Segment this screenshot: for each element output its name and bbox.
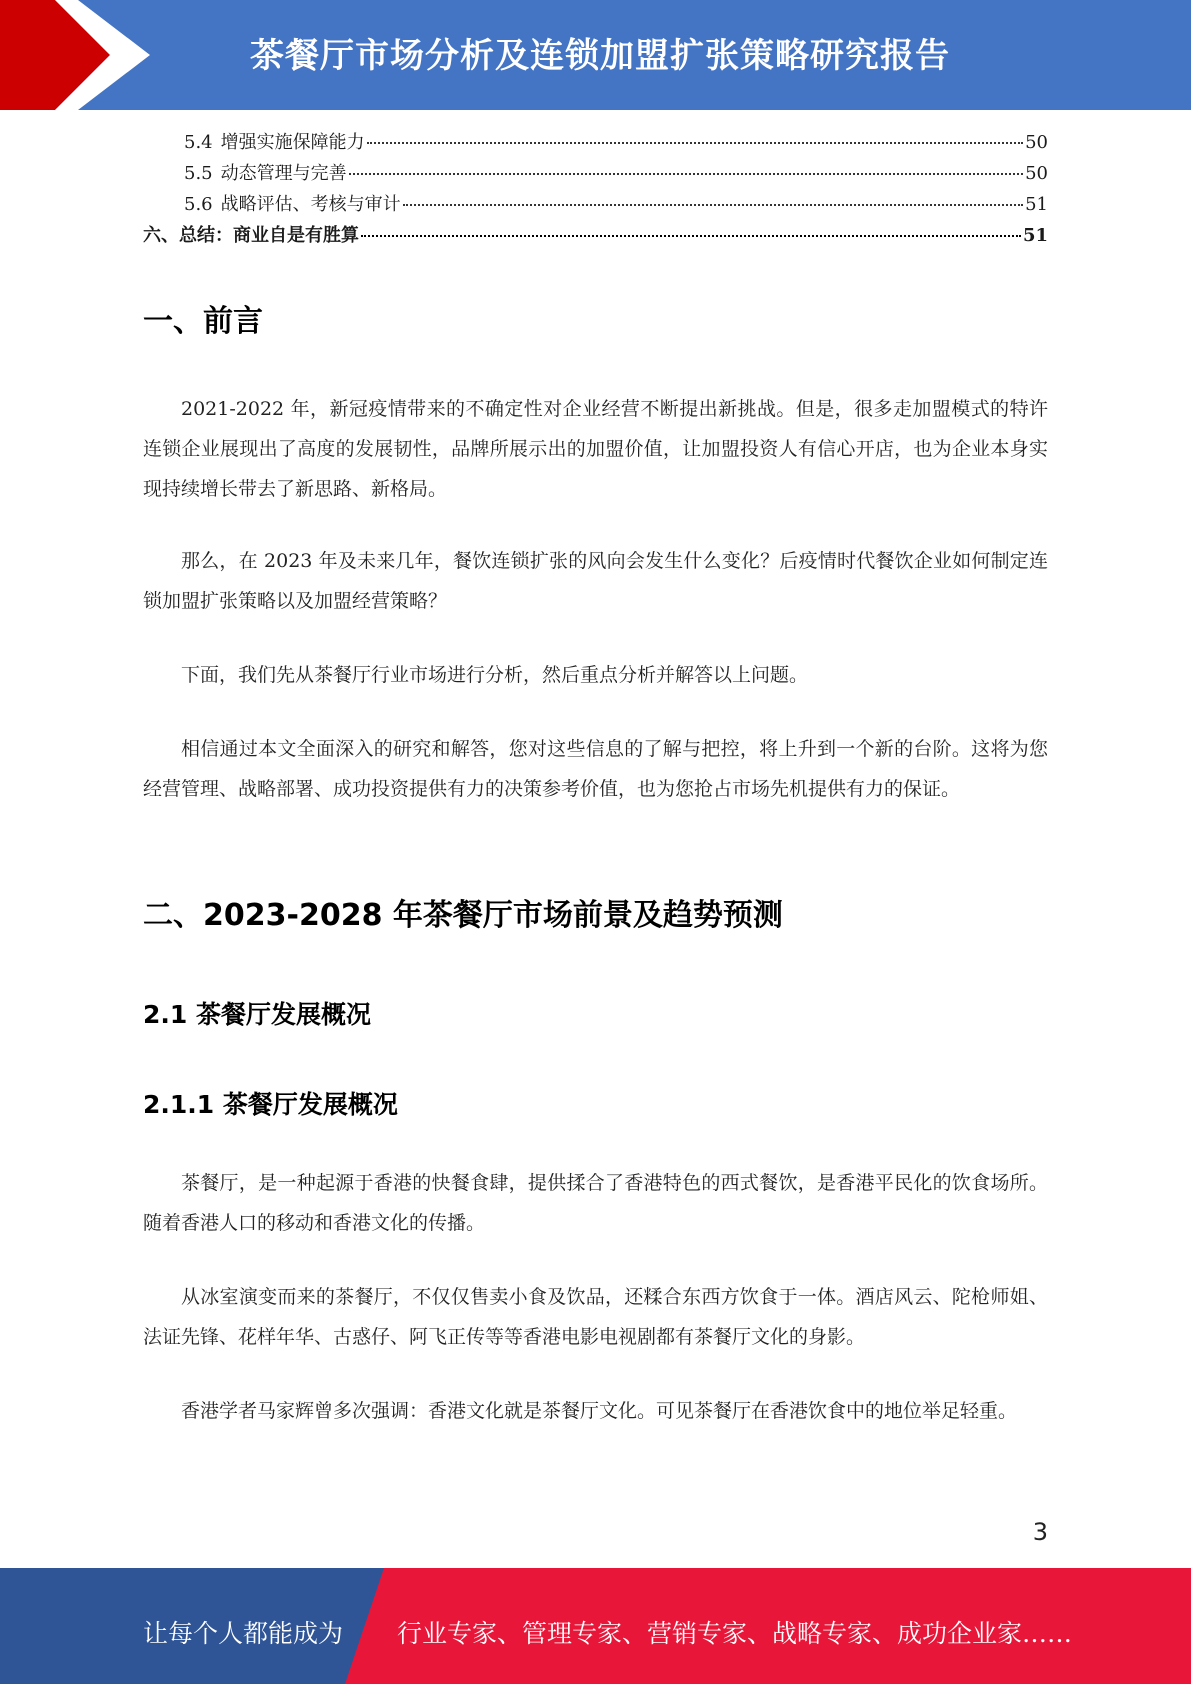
paragraph: 从冰室演变而来的茶餐厅，不仅仅售卖小食及饮品，还糅合东西方饮食于一体。酒店风云、陀枪师姐、法证先锋、花样年华、古惑仔、阿飞正传等等香港电影电视剧都有茶餐厅文化的身影。 xyxy=(143,1286,1048,1348)
toc-item-page: 50 xyxy=(1025,132,1048,153)
toc-item[interactable] xyxy=(143,128,1048,159)
toc-item-page: 51 xyxy=(1025,194,1048,215)
page-header xyxy=(0,0,1191,110)
toc-item[interactable] xyxy=(143,159,1048,190)
toc-dot-leader xyxy=(361,235,1021,237)
toc-item-number: 5.4 xyxy=(184,132,213,153)
toc-item-label: 六、总结：商业自是有胜算 xyxy=(143,225,359,246)
table-of-contents xyxy=(143,128,1048,252)
paragraph: 那么，在 2023 年及未来几年，餐饮连锁扩张的风向会发生什么变化？后疫情时代餐饮企业如何制定连锁加盟扩张策略以及加盟经营策略？ xyxy=(143,550,1048,612)
toc-dot-leader xyxy=(367,142,1023,144)
toc-dot-leader xyxy=(403,204,1023,206)
page-footer xyxy=(0,1568,1191,1684)
toc-item-label: 动态管理与完善 xyxy=(220,163,347,184)
section-heading-preface: 一、前言 xyxy=(143,304,263,339)
paragraph: 下面，我们先从茶餐厅行业市场进行分析，然后重点分析并解答以上问题。 xyxy=(181,664,809,686)
section-heading-market-outlook: 二、2023-2028 年茶餐厅市场前景及趋势预测 xyxy=(143,898,783,933)
toc-item-number: 5.5 xyxy=(184,163,213,184)
paragraph: 2021-2022 年，新冠疫情带来的不确定性对企业经营不断提出新挑战。但是，很多走加盟模式的特许连锁企业展现出了高度的发展韧性，品牌所展示出的加盟价值，让加盟投资人有信心开店，也为企业本身实现持续增长带去了新思路、新格局。 xyxy=(143,398,1048,500)
toc-dot-leader xyxy=(349,173,1023,175)
subsection-heading: 2.1 茶餐厅发展概况 xyxy=(143,1000,371,1029)
toc-item-label: 战略评估、考核与审计 xyxy=(220,194,401,215)
toc-item-number: 5.6 xyxy=(184,194,213,215)
report-title: 茶餐厅市场分析及连锁加盟扩张策略研究报告 xyxy=(250,36,950,76)
paragraph: 香港学者马家辉曾多次强调：香港文化就是茶餐厅文化。可见茶餐厅在香港饮食中的地位举足轻重。 xyxy=(181,1400,1018,1422)
toc-item-page: 50 xyxy=(1025,163,1048,184)
toc-item-page: 51 xyxy=(1022,225,1048,246)
paragraph: 相信通过本文全面深入的研究和解答，您对这些信息的了解与把控，将上升到一个新的台阶。这将为您经营管理、战略部署、成功投资提供有力的决策参考价值，也为您抢占市场先机提供有力的保证。 xyxy=(143,738,1048,800)
toc-item[interactable] xyxy=(143,221,1048,252)
paragraph: 茶餐厅，是一种起源于香港的快餐食肆，提供揉合了香港特色的西式餐饮，是香港平民化的饮食场所。随着香港人口的移动和香港文化的传播。 xyxy=(143,1172,1048,1234)
subsection-heading: 2.1.1 茶餐厅发展概况 xyxy=(143,1090,398,1119)
red-chevron-decoration xyxy=(0,0,160,110)
toc-item[interactable] xyxy=(143,190,1048,221)
page-number: 3 xyxy=(1032,1518,1048,1546)
toc-item-label: 增强实施保障能力 xyxy=(220,132,365,153)
footer-slogan-left: 让每个人都能成为 xyxy=(143,1619,344,1648)
footer-slogan-right: 行业专家、管理专家、营销专家、战略专家、成功企业家…… xyxy=(397,1619,1073,1648)
